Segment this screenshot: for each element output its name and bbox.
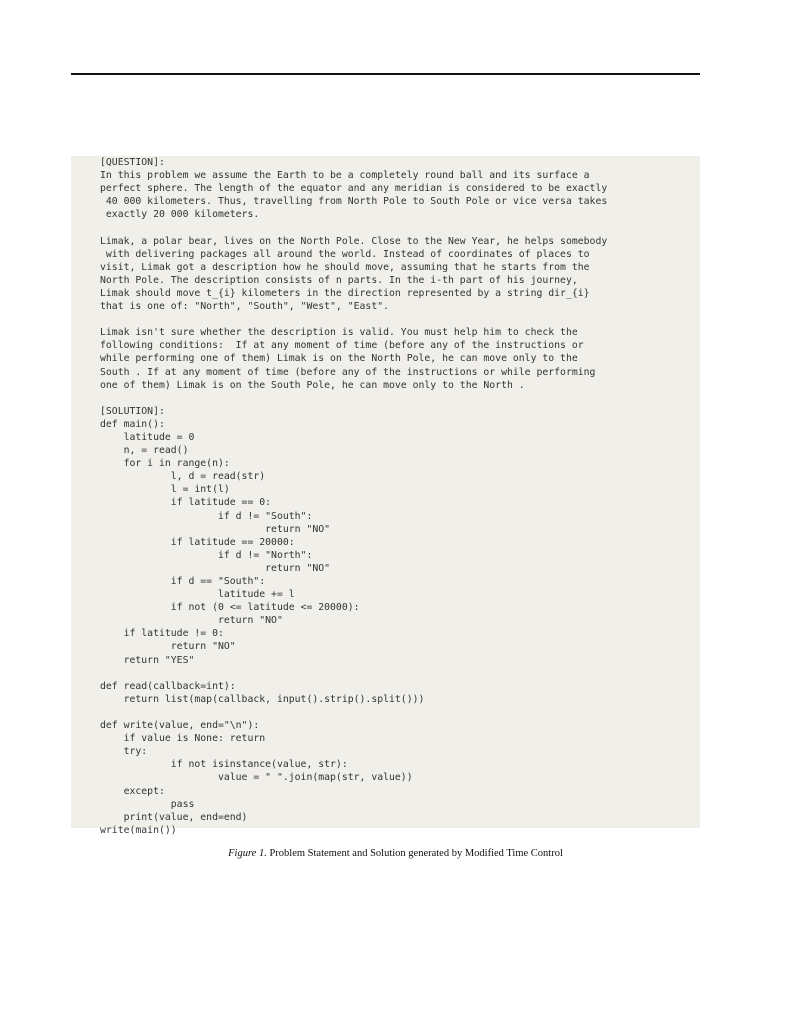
figure-caption [0,848,791,859]
figure-label: Figure 1. [228,848,267,859]
figure-caption-text: Problem Statement and Solution generated by Modified Time Control [266,848,563,859]
code-listing-box [71,156,700,836]
top-rule [71,73,700,75]
code-listing: [QUESTION]: In this problem we assume the Earth to be a completely round ball and its surface a perfect sphere. The length of the equator and any meridian is considered to be exactly 40 000 kilometers. Thus, travelling from North Pole to South Pole or vice versa takes exactly 20 000 kilometers. Limak, a polar bear, lives on the North Pole. Close to the New Year, he helps somebody with delivering packages all around the world. Instead of coordinates of places to visit, Limak got a description how he should move, assuming that he starts from the North Pole. The description consists of n parts. In the i-th part of his journey, Limak should move t_{i} kilometers in the direction represented by a string dir_{i} that is one of: "North", "South", "West", "East". Limak isn't sure whether the description is valid. You must help him to check the following conditions: If at any moment of time (before any of the instructions or while performing one of them) Limak is on the North Pole, he can move only to the South . If at any moment of time (before any of the instructions or while performing one of them) Limak is on the South Pole, he can move only to the North . [SOLUTION]: def main(): latitude = 0 n, = read() for i in range(n): l, d = read(str) l = int(l) if latitude == 0: if d != "South": return "NO" if latitude == 20000: if d != "North": return "NO" if d == "South": latitude += l if not (0 <= latitude <= 20000): return "NO" if latitude != 0: return "NO" return "YES" def read(callback=int): return list(map(callback, input().strip().split())) def write(value, end="\n"): if value is None: return try: if not isinstance(value, str): value = " ".join(map(str, value)) except: pass print(value, end=end) write(main()) [100,157,608,836]
